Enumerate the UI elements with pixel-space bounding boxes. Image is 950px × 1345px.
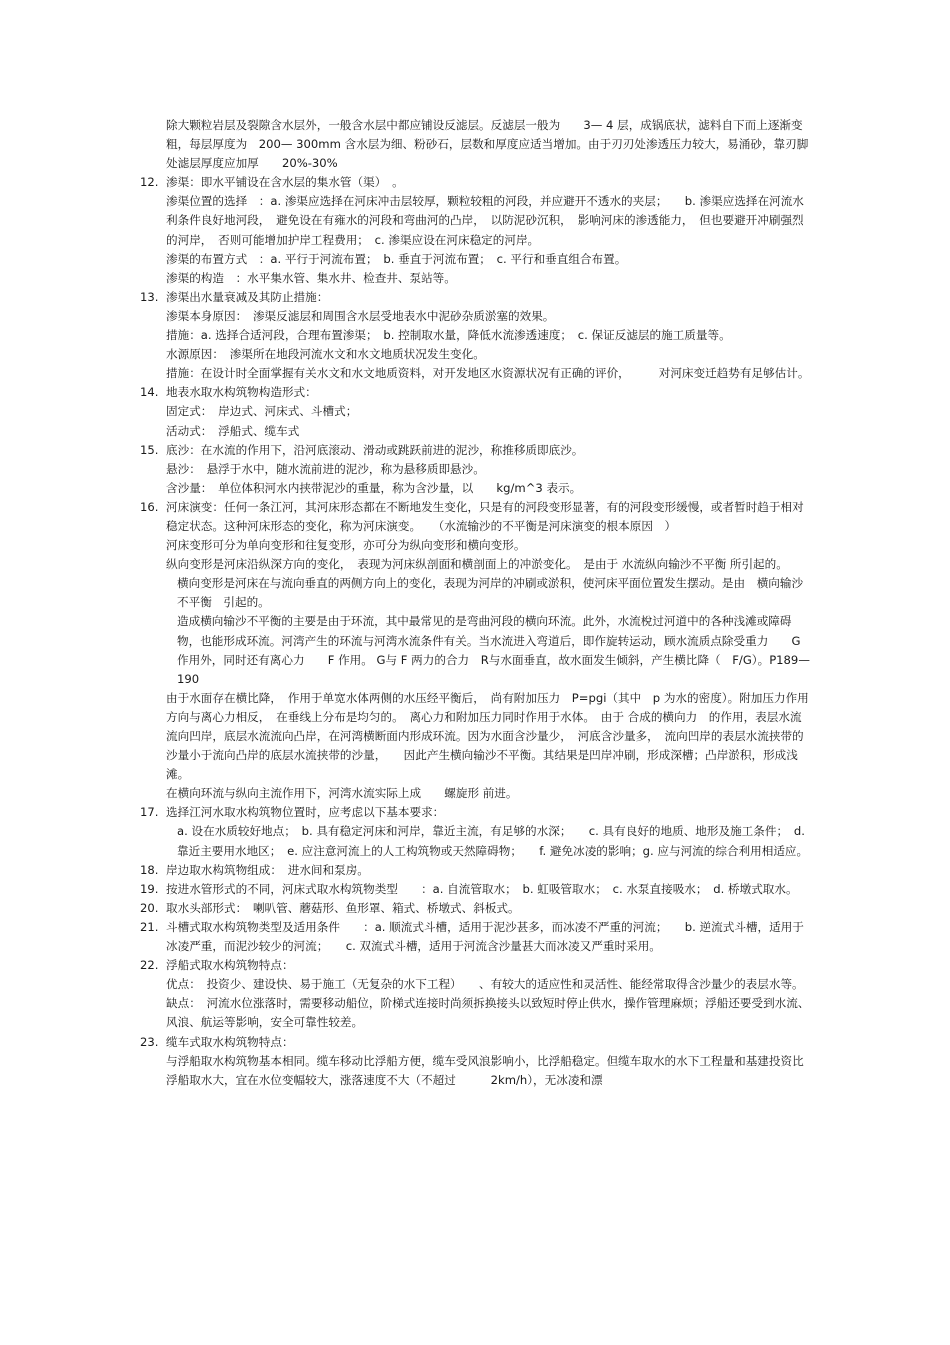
numbered-item — [140, 880, 810, 899]
paragraph: 除大颗粒岩层及裂隙含水层外，一般含水层中都应铺设反滤层。反滤层一般为 3— 4 层，成锅底状，滤料自下而上逐渐变粗，每层厚度为 200— 300mm 含水层为细、粉砂石，层数和厚度应适当增加。由于刃刃处渗透压力较大，易涌砂，靠刃脚处滤层厚度应加厚 20%-30% — [166, 118, 809, 171]
paragraph: 措施：a. 选择合适河段，合理布置渗渠； b. 控制取水量，降低水流渗透速度； c. 保证反滤层的施工质量等。 — [166, 328, 731, 343]
paragraph: 与浮船取水构筑物基本相同。缆车移动比浮船方便，缆车受风浪影响小，比浮船稳定。但缆车取水的水下工程量和基建投资比浮船取水大，宜在水位变幅较大，涨落速度不大（不超过 2km/h），无冰凌和漂 — [166, 1053, 804, 1087]
item-number: 15. — [140, 442, 159, 457]
paragraph: a. 设在水质较好地点； b. 具有稳定河床和河岸，靠近主流，有足够的水深； c. 具有良好的地质、地形及施工条件； d. 靠近主要用水地区； e. 应注意河流上的人工构筑物或天然障碍物； f. 避免冰凌的影响；g. 应与河流的综合利用相适应。 — [177, 824, 809, 858]
numbered-item — [140, 803, 810, 822]
paragraph: 悬沙： 悬浮于水中，随水流前进的泥沙，称为悬移质即悬沙。 — [166, 461, 485, 476]
item-number: 13. — [140, 289, 159, 304]
item-text: 底沙：在水流的作用下，沿河底滚动、滑动或跳跃前进的泥沙，称推移质即底沙。 — [166, 442, 584, 457]
paragraph: 纵向变形是河床沿纵深方向的变化， 表现为河床纵剖面和横剖面上的冲淤变化。 是由于 水流纵向输沙不平衡 所引起的。 — [166, 557, 788, 572]
item-text: 河床演变：任何一条江河，其河床形态都在不断地发生变化，只是有的河段变形显著，有的河段变形缓慢，或者暂时趋于相对稳定状态。这种河床形态的变化，称为河床演变。 （水流输沙的不平衡是河床演变的根本原因 ） — [166, 499, 804, 533]
numbered-item — [140, 498, 810, 536]
paragraph: 由于水面存在横比降， 作用于单宽水体两侧的水压经平衡后， 尚有附加压力 P=pgi（其中 p 为水的密度）。附加压力作用方向与离心力相反， 在垂线上分布是均匀的。 离心力和附加压力同时作用于水体。 由于 合成的横向力 的作用，表层水流流向凹岸，底层水流流向凸岸，在河湾横断面内形成环流。因为水面含沙量少， 河底含沙量多， 流向凹岸的表层水流挟带的沙量小于流向凸岸的底层水流挟带的沙量， 因此产生横向输沙不平衡。其结果是凹岸冲刷，形成深槽；凸岸淤积，形成浅滩。 — [166, 690, 809, 782]
item-number: 21. — [140, 919, 159, 934]
numbered-item — [140, 918, 810, 956]
numbered-item — [140, 1033, 810, 1052]
numbered-item — [140, 899, 810, 918]
paragraph: 渗渠的构造 ：水平集水管、集水井、检查井、泵站等。 — [166, 270, 456, 285]
numbered-item — [140, 383, 810, 402]
paragraph: 渗渠位置的选择 ：a. 渗渠应选择在河床冲击层较厚，颗粒较粗的河段，并应避开不透水的夹层； b. 渗渠应选择在河流水利条件良好地河段， 避免设在有雍水的河段和弯曲河的凸岸， 以防泥砂沉积， 影响河床的渗透能力， 但也要避开冲刷强烈的河岸， 否则可能增加护岸工程费用； c. 渗渠应设在河床稳定的河岸。 — [166, 194, 804, 247]
item-text: 渗渠：即水平铺设在含水层的集水管（渠） 。 — [166, 175, 404, 190]
numbered-item — [140, 173, 810, 192]
item-number: 12. — [140, 175, 159, 190]
item-text: 按进水管形式的不同，河床式取水构筑物类型 ：a. 自流管取水； b. 虹吸管取水； c. 水泵直接吸水； d. 桥墩式取水。 — [166, 881, 798, 896]
item-number: 18. — [140, 862, 159, 877]
numbered-item — [140, 288, 810, 307]
paragraph: 优点： 投资少、建设快、易于施工（无复杂的水下工程） 、有较大的适应性和灵活性、能经常取得含沙量少的表层水等。 缺点： 河流水位涨落时，需要移动船位，阶梯式连接时尚须拆换接头以致短时停止供水，操作管理麻烦；浮船还要受到水流、风浪、航运等影响，安全可靠性较差。 — [166, 977, 810, 1030]
paragraph: 渗渠本身原因： 渗渠反滤层和周围含水层受地表水中泥砂杂质淤塞的效果。 — [166, 308, 555, 323]
item-number: 14. — [140, 385, 159, 400]
paragraph: 含沙量： 单位体积河水内挟带泥沙的重量，称为含沙量，以 kg/m^3 表示。 — [166, 480, 582, 495]
item-text: 渗渠出水量衰减及其防止措施： — [166, 289, 329, 304]
numbered-item — [140, 861, 810, 880]
item-number: 23. — [140, 1034, 159, 1049]
paragraph: 固定式： 岸边式、河床式、斗槽式； — [166, 404, 358, 419]
paragraph: 措施：在设计时全面掌握有关水文和水文地质资料，对开发地区水资源状况有正确的评价， 对河床变迁趋势有足够估计。 — [166, 366, 810, 381]
item-text: 取水头部形式： 喇叭管、蘑菇形、鱼形罩、箱式、桥墩式、斜板式。 — [166, 900, 520, 915]
item-number: 19. — [140, 881, 159, 896]
item-text: 缆车式取水构筑物特点： — [166, 1034, 294, 1049]
paragraph: 造成横向输沙不平衡的主要是由于环流，其中最常见的是弯曲河段的横向环流。此外，水流梲过河道中的各种浅滩或障碍物，也能形成环流。河湾产生的环流与河湾水流条件有关。当水流进入弯道后，即作旋转运动，顾水流质点除受重力 G作用外，同时还有离心力 F 作用。 G与 F 两力的合力 R与水面垂直，故水面发生倾斜，产生横比降（ F/G）。P189— 190 — [177, 614, 814, 686]
item-number: 20. — [140, 900, 159, 915]
paragraph: 水源原因： 渗渠所在地段河流水文和水文地质状况发生变化。 — [166, 347, 485, 362]
numbered-item — [140, 441, 810, 460]
item-text: 地表水取水构筑物构造形式： — [166, 385, 317, 400]
paragraph: 横向变形是河床在与流向垂直的两侧方向上的变化，表现为河岸的冲刷或淤积，使河床平面位置发生摆动。是由 横向输沙不平衡 引起的。 — [177, 576, 804, 610]
paragraph: 河床变形可分为单向变形和往复变形，亦可分为纵向变形和横向变形。 — [166, 538, 526, 553]
item-number: 17. — [140, 805, 159, 820]
paragraph: 渗渠的布置方式 ：a. 平行于河流布置； b. 垂直于河流布置； c. 平行和垂直组合布置。 — [166, 251, 627, 266]
document-body — [140, 116, 814, 1090]
paragraph: 活动式： 浮船式、缆车式 — [166, 423, 300, 438]
item-number: 22. — [140, 958, 159, 973]
item-text: 斗槽式取水构筑物类型及适用条件 ：a. 顺流式斗槽，适用于泥沙甚多，而冰凌不严重的河流； b. 逆流式斗槽，适用于冰凌严重，而泥沙较少的河流； c. 双流式斗槽，适用于河流含沙量甚大而冰凌又严重时采用。 — [166, 919, 804, 954]
item-text: 岸边取水构筑物组成： 进水间和泵房。 — [166, 862, 369, 877]
item-text: 浮船式取水构筑物特点： — [166, 958, 294, 973]
item-text: 选择江河水取水构筑物位置时，应考虑以下基本要求： — [166, 805, 445, 820]
item-number: 16. — [140, 499, 159, 514]
numbered-item — [140, 956, 810, 975]
paragraph: 在横向环流与纵向主流作用下，河湾水流实际上成 螺旋形 前进。 — [166, 786, 518, 801]
